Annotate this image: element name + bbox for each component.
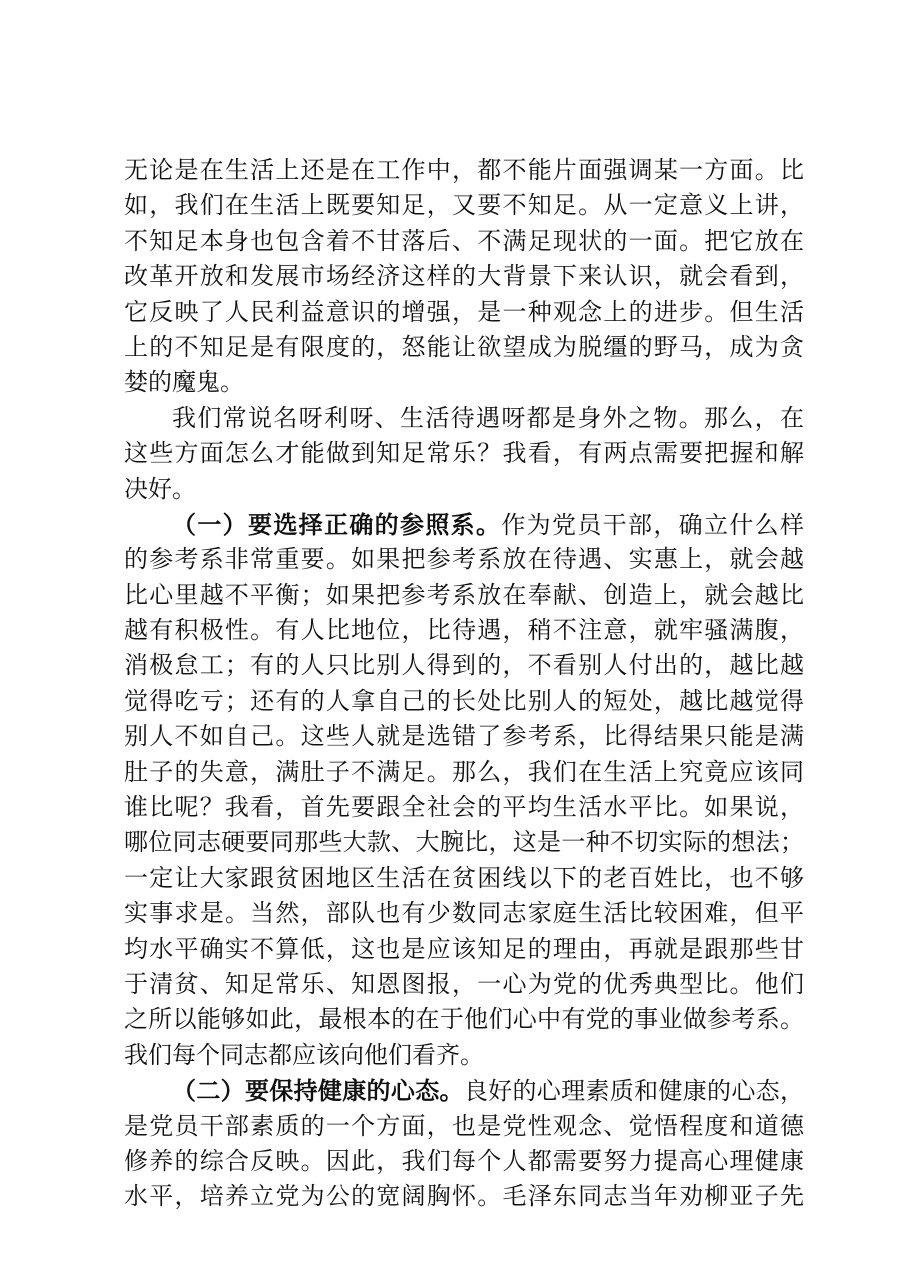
section-1-line-6: 觉得吃亏；还有的人拿自己的长处比别人的短处，越比越觉得 [124,686,804,715]
section-2-line-2: 是党员干部素质的一个方面，也是党性观念、觉悟程度和道德 [124,1111,804,1140]
paragraph-2-line-1: 我们常说名呀利呀、生活待遇呀都是身外之物。那么，在 [172,403,804,432]
section-1-line-11: 一定让大家跟贫困地区生活在贫困线以下的老百姓比，也不够 [124,863,804,892]
section-2-first-line-text: 良好的心理素质和健康的心态， [463,1077,804,1106]
section-1-line-15: 之所以能够如此，最根本的在于他们心中有党的事业做参考系。 [124,1005,804,1034]
section-1-line-8: 肚子的失意，满肚子不满足。那么，我们在生活上究竟应该同 [124,757,804,786]
paragraph-2-line-2: 这些方面怎么才能做到知足常乐？我看，有两点需要把握和解 [124,439,804,468]
section-1-line-4: 越有积极性。有人比地位，比待遇，稍不注意，就牢骚满腹， [124,616,804,645]
section-1-line-16: 我们每个同志都应该向他们看齐。 [124,1040,484,1069]
section-2-first-line [124,1073,804,1108]
paragraph-1-line-2: 如，我们在生活上既要知足，又要不知足。从一定意义上讲， [124,191,804,220]
section-1-line-10: 哪位同志硬要同那些大款、大腕比，这是一种不切实际的想法； [124,828,804,857]
paragraph-1-line-6: 上的不知足是有限度的，怒能让欲望成为脱缰的野马，成为贪 [124,332,804,361]
section-1-first-line-text: 作为党员干部，确立什么样 [501,510,804,539]
section-2-line-4: 水平，培养立党为公的宽阔胸怀。毛泽东同志当年劝柳亚子先 [124,1182,804,1211]
paragraph-1-line-1: 无论是在生活上还是在工作中，都不能片面强调某一方面。比 [124,156,804,184]
section-1-line-13: 均水平确实不算低，这也是应该知足的理由，再就是跟那些甘 [124,934,804,963]
section-1-line-2: 的参考系非常重要。如果把参考系放在待遇、实惠上，就会越 [124,545,804,574]
section-2-heading: （二）要保持健康的心态。 [172,1076,464,1106]
paragraph-1-line-3: 不知足本身也包含着不甘落后、不满足现状的一面。把它放在 [124,226,804,255]
paragraph-1-line-7: 婪的魔鬼。 [124,368,244,397]
section-1-line-3: 比心里越不平衡；如果把参考系放在奉献、创造上，就会越比 [124,580,804,609]
section-1-line-14: 于清贫、知足常乐、知恩图报，一心为党的优秀典型比。他们 [124,969,804,998]
section-1-heading: （一）要选择正确的参照系。 [172,509,502,539]
section-1-line-7: 别人不如自己。这些人就是选错了参考系，比得结果只能是满 [124,722,804,751]
paragraph-1-line-5: 它反映了人民利益意识的增强，是一种观念上的进步。但生活 [124,297,804,326]
paragraph-1-line-4: 改革开放和发展市场经济这样的大背景下来认识，就会看到， [124,262,804,291]
document-body [124,153,804,1215]
section-1-line-12: 实事求是。当然，部队也有少数同志家庭生活比较困难，但平 [124,899,804,928]
section-2-line-3: 修养的综合反映。因此，我们每个人都需要努力提高心理健康 [124,1146,804,1175]
section-1-line-5: 消极怠工；有的人只比别人得到的，不看别人付出的，越比越 [124,651,804,680]
section-1-first-line [124,507,804,542]
paragraph-2-line-3: 决好。 [124,474,196,503]
section-1-line-9: 谁比呢？我看，首先要跟全社会的平均生活水平比。如果说， [124,793,804,822]
